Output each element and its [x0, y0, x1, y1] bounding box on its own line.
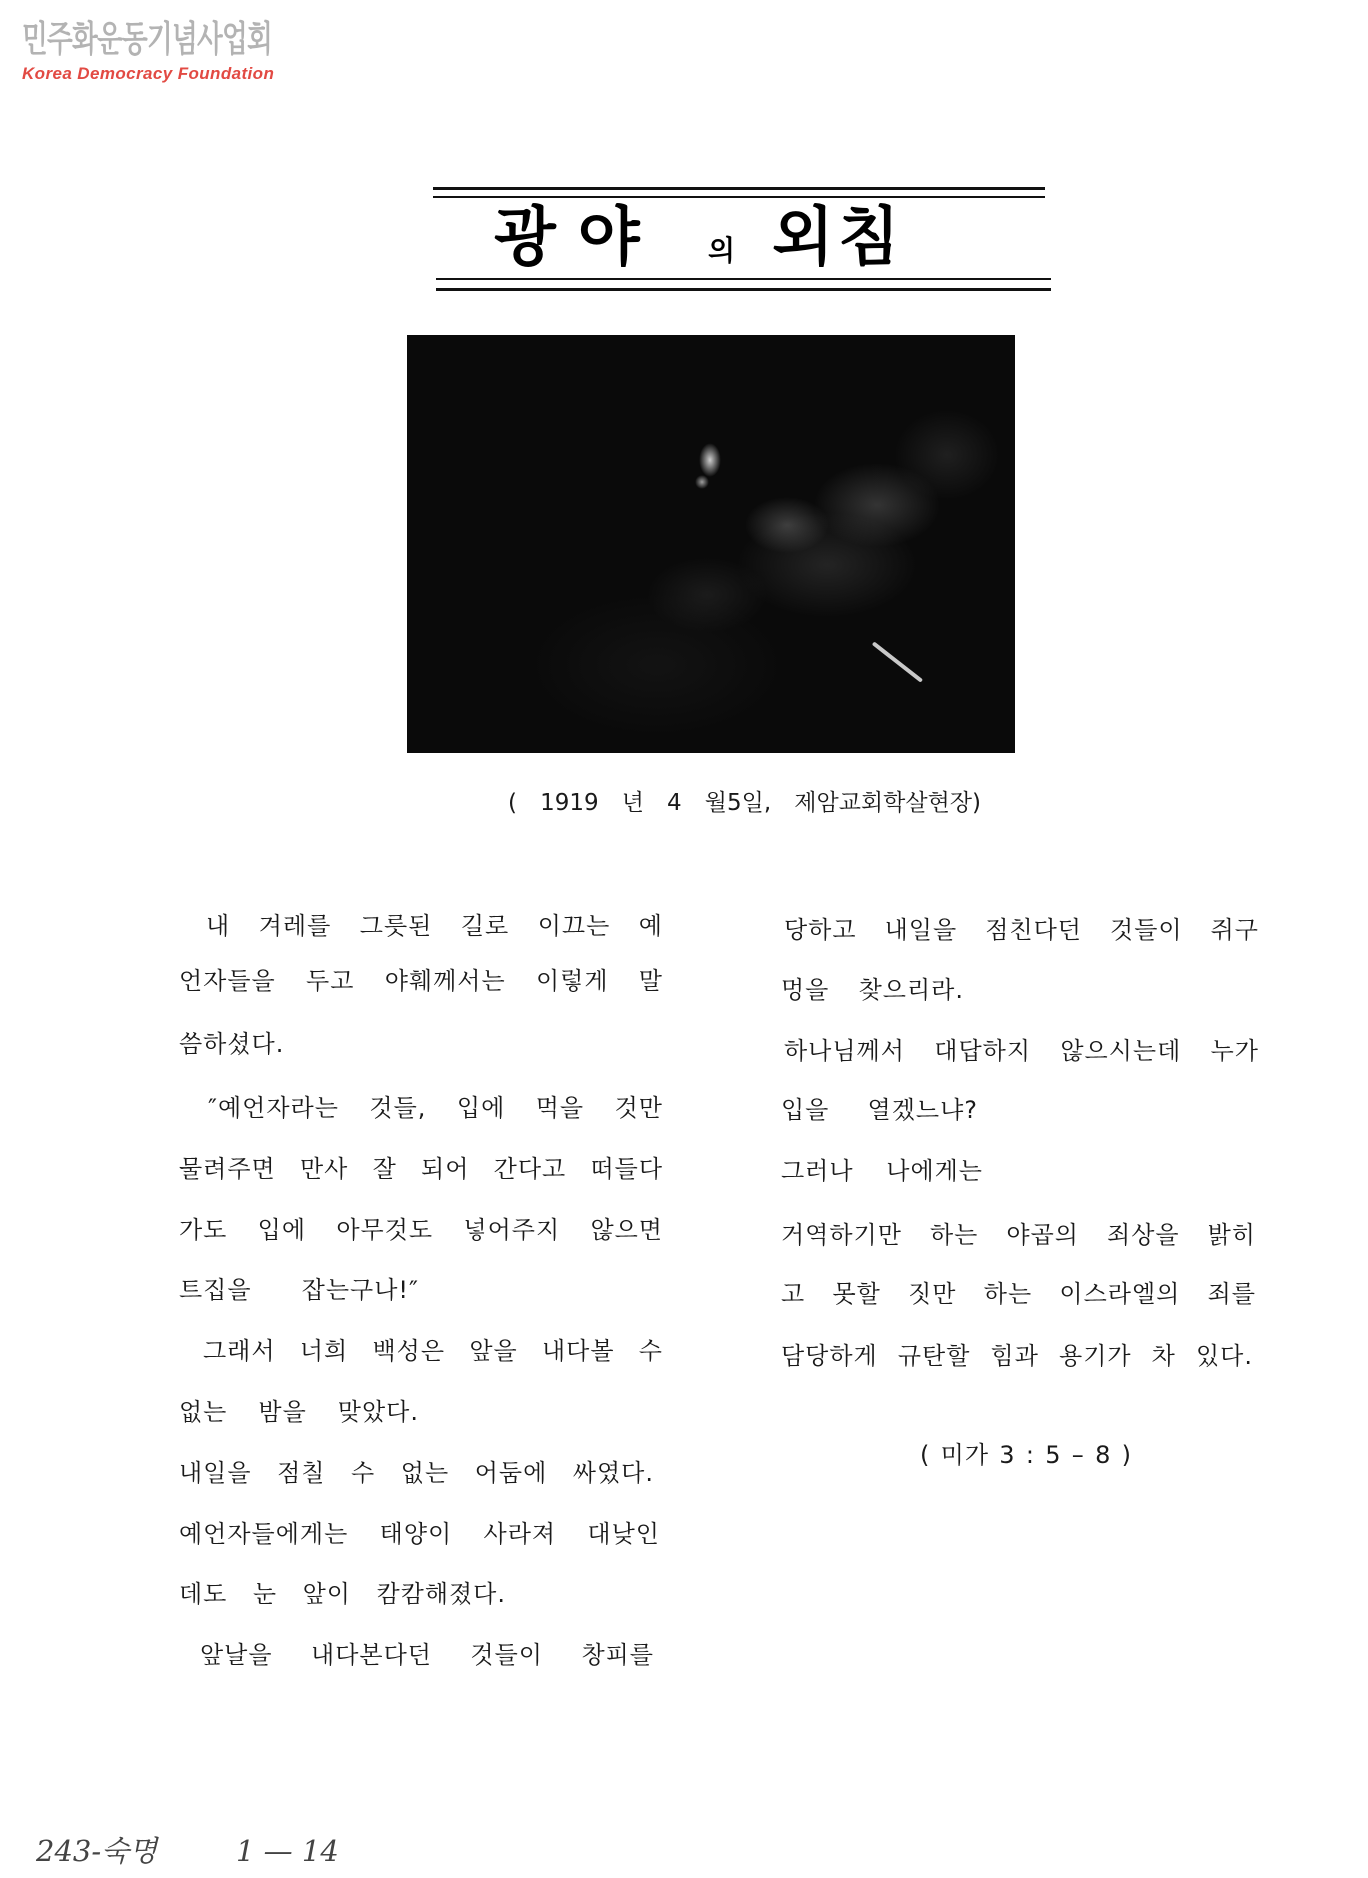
text-line: 멍을 찾으리라. — [781, 976, 964, 1004]
text-line: 내일을 점칠 수 없는 어둠에 싸였다. — [179, 1459, 654, 1487]
scripture-citation: ( 미가 3 : 5 – 8 ) — [920, 1441, 1132, 1469]
text-line: 없는 밤을 맞았다. — [179, 1398, 419, 1426]
foundation-logo-korean: 민주화운동기념사업회 — [22, 19, 272, 60]
text-line: 트집을 잡는구나!″ — [179, 1276, 419, 1304]
foundation-logo-english: Korea Democracy Foundation — [22, 64, 275, 83]
photo-highlight — [699, 443, 721, 477]
handwritten-page-range: 1 — 14 — [236, 1834, 339, 1868]
text-line: 씀하셨다. — [179, 1030, 285, 1058]
handwritten-archive-code: 243-숙명 — [36, 1834, 158, 1868]
text-line: 담당하게 규탄할 힘과 용기가 차 있다. — [781, 1342, 1253, 1370]
title-connector: 의 — [708, 234, 736, 267]
text-line: 거역하기만 하는 야곱의 죄상을 밝히 — [781, 1221, 1256, 1249]
title-rule-top-thick — [433, 187, 1045, 190]
text-line: 예언자들에게는 태양이 사라져 대낮인 — [179, 1520, 660, 1548]
title-rule-top-thin — [433, 196, 1045, 198]
text-line: 그러나 나에게는 — [781, 1157, 983, 1185]
text-line: 내 겨레를 그릇된 길로 이끄는 예 — [206, 912, 663, 940]
title-rule-bottom-thin — [436, 278, 1051, 280]
text-line: 고 못할 짓만 하는 이스라엘의 죄를 — [781, 1280, 1256, 1308]
title-part-wilderness: 광야 — [494, 201, 662, 275]
text-line: 당하고 내일을 점친다던 것들이 쥐구 — [784, 916, 1259, 944]
photo-light-streak — [872, 641, 923, 682]
text-line: 데도 눈 앞이 캄캄해졌다. — [179, 1580, 506, 1608]
text-line: 하나님께서 대답하지 않으시는데 누가 — [784, 1037, 1259, 1065]
text-line: 입을 열겠느냐? — [781, 1096, 978, 1124]
text-line: 앞날을 내다본다던 것들이 창피를 — [200, 1641, 654, 1669]
text-line: 물려주면 만사 잘 되어 간다고 떠들다 — [179, 1155, 663, 1183]
photo-caption: ( 1919 년 4 월5일, 제암교회학살현장) — [508, 790, 981, 816]
text-line: 가도 입에 아무것도 넣어주지 않으면 — [179, 1216, 663, 1244]
title-rule-bottom-thick — [436, 288, 1051, 291]
text-line: ″예언자라는 것들, 입에 먹을 것만 — [208, 1094, 663, 1122]
title-part-cry: 외침 — [772, 201, 904, 275]
massacre-site-photo — [407, 335, 1015, 753]
photo-highlight-small — [695, 475, 709, 489]
text-line: 언자들을 두고 야훼께서는 이렇게 말 — [179, 967, 663, 995]
text-line: 그래서 너희 백성은 앞을 내다볼 수 — [203, 1337, 663, 1365]
